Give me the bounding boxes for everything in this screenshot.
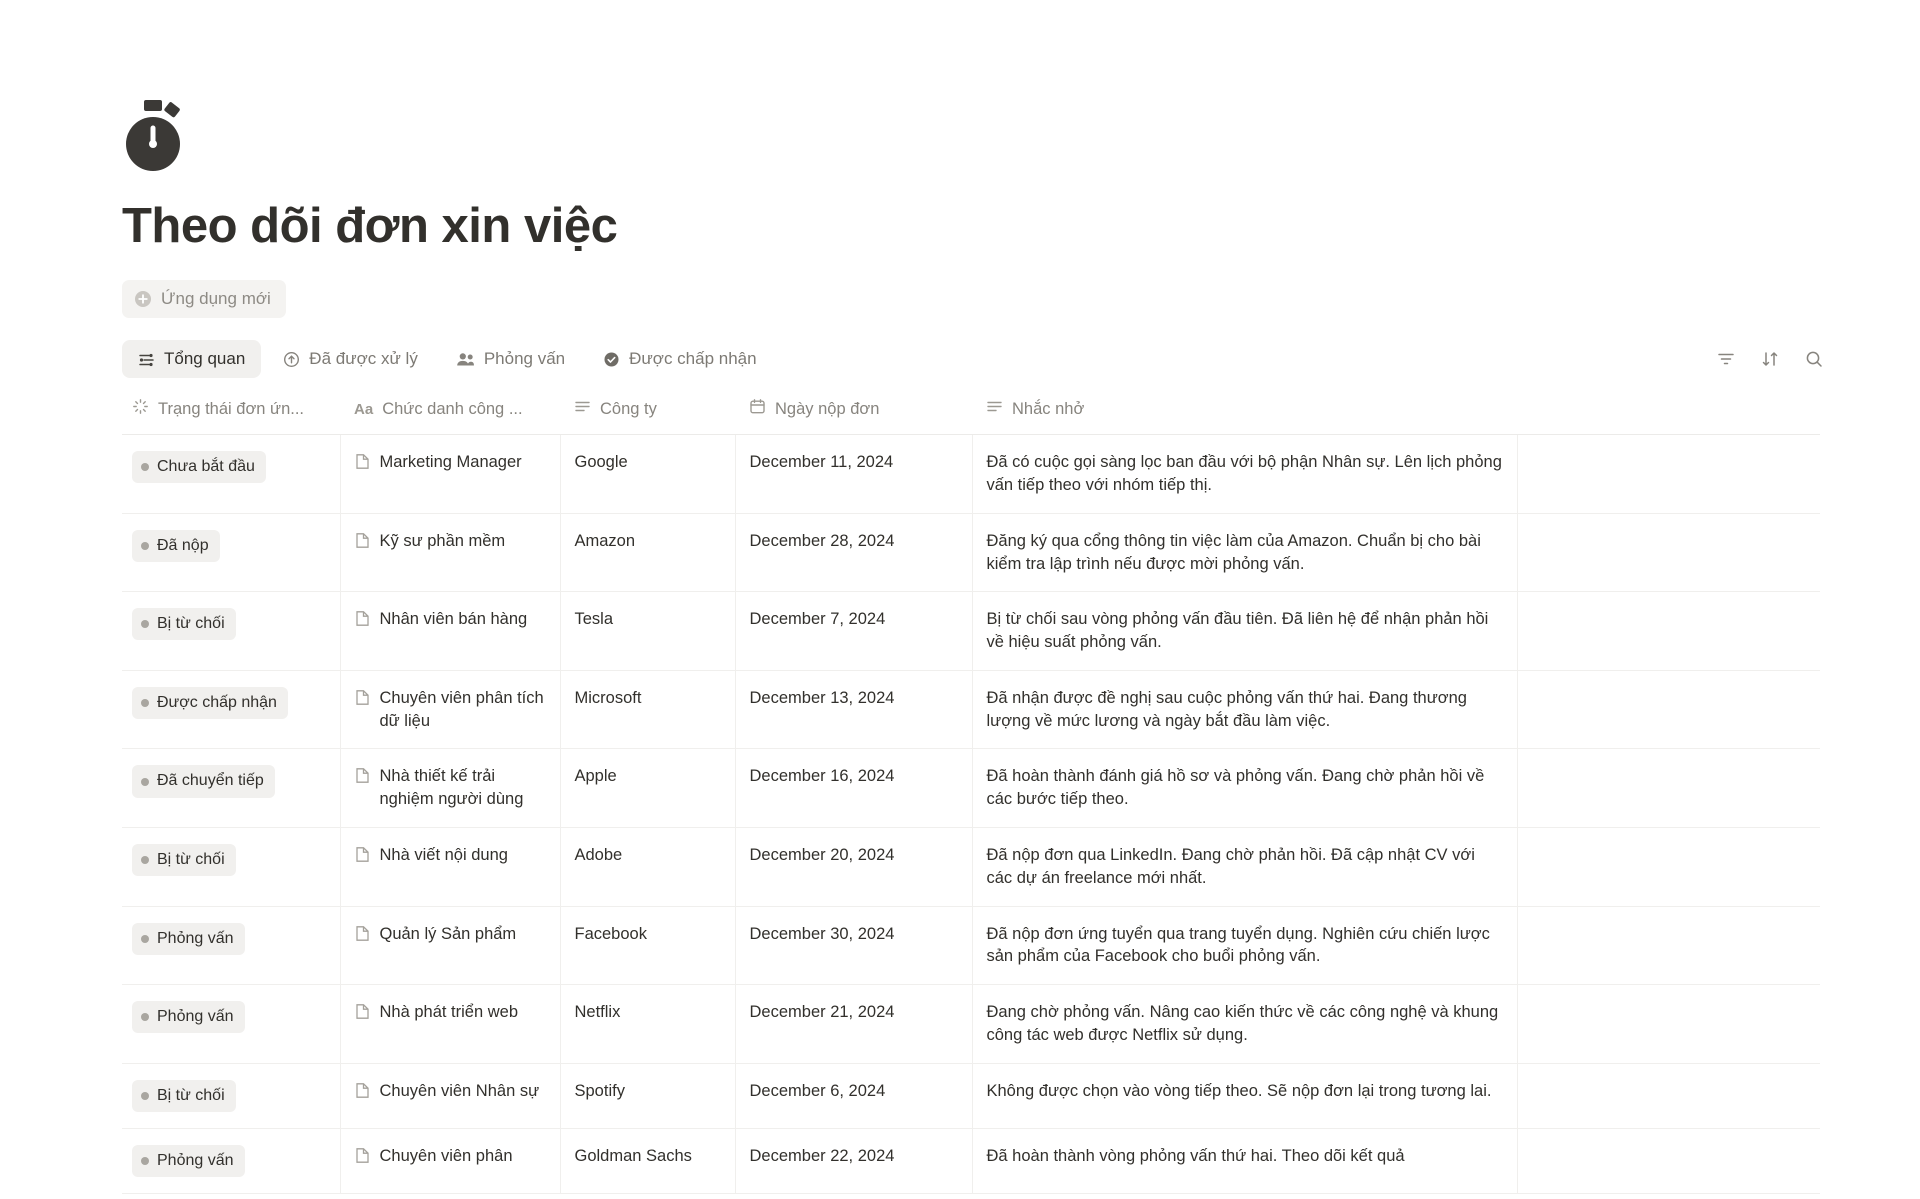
cell-date[interactable]: December 21, 2024 [735, 985, 972, 1064]
tab-da-duoc-xu-ly[interactable] [267, 340, 434, 378]
column-header-status[interactable] [122, 390, 340, 435]
status-dot [141, 1092, 149, 1100]
status-dot [141, 856, 149, 864]
cell-status[interactable] [122, 1063, 340, 1128]
cell-extra[interactable] [1517, 906, 1820, 985]
tab-actions [1715, 348, 1825, 370]
document-icon [355, 453, 370, 477]
document-icon [355, 1147, 370, 1171]
table-header-row [122, 390, 1820, 435]
cell-company[interactable]: Adobe [560, 828, 735, 907]
status-dot [141, 542, 149, 550]
cell-title[interactable] [340, 749, 560, 828]
filter-icon[interactable] [1715, 348, 1737, 370]
lines-icon [574, 398, 591, 420]
document-icon [355, 1082, 370, 1106]
cell-company[interactable]: Amazon [560, 513, 735, 592]
cell-company[interactable]: Facebook [560, 906, 735, 985]
tab-label: Phỏng vấn [483, 349, 566, 369]
tab-bar [122, 340, 1920, 378]
status-badge [132, 765, 275, 797]
document-icon [355, 610, 370, 634]
status-label: Đã chuyển tiếp [157, 772, 264, 790]
table-row[interactable] [122, 670, 1820, 749]
column-label: Chức danh công ... [382, 399, 523, 418]
status-icon [132, 398, 149, 420]
status-label: Bị từ chối [157, 615, 225, 633]
status-dot [141, 1013, 149, 1021]
cell-date[interactable]: December 28, 2024 [735, 513, 972, 592]
cell-date[interactable]: December 20, 2024 [735, 828, 972, 907]
cell-note[interactable]: Đang chờ phỏng vấn. Nâng cao kiến thức về các công nghệ và khung công tác web được Netflix sử dụng. [972, 985, 1517, 1064]
column-label: Trạng thái đơn ứn... [158, 399, 304, 418]
calendar-icon [749, 398, 766, 420]
tab-phong-van[interactable] [440, 340, 581, 378]
cell-date[interactable]: December 6, 2024 [735, 1063, 972, 1128]
cell-company[interactable]: Apple [560, 749, 735, 828]
cell-extra[interactable] [1517, 749, 1820, 828]
cell-company[interactable]: Google [560, 435, 735, 514]
title-text: Nhà phát triển web [379, 1003, 519, 1022]
document-icon [355, 846, 370, 870]
cell-date[interactable]: December 16, 2024 [735, 749, 972, 828]
status-badge [132, 687, 288, 719]
cell-extra[interactable] [1517, 435, 1820, 514]
cell-status[interactable] [122, 592, 340, 671]
cell-extra[interactable] [1517, 985, 1820, 1064]
document-icon [355, 767, 370, 791]
status-dot [141, 699, 149, 707]
cell-extra[interactable] [1517, 670, 1820, 749]
cell-status[interactable] [122, 828, 340, 907]
status-badge [132, 451, 266, 483]
status-dot [141, 935, 149, 943]
cell-note[interactable]: Đã nhận được đề nghị sau cuộc phỏng vấn thứ hai. Đang thương lượng về mức lương và ngày bắt đầu làm việc. [972, 670, 1517, 749]
cell-company[interactable]: Netflix [560, 985, 735, 1064]
table-row[interactable] [122, 749, 1820, 828]
status-label: Bị từ chối [157, 1086, 225, 1104]
cell-company[interactable]: Tesla [560, 592, 735, 671]
status-label: Phỏng vấn [157, 929, 234, 947]
sort-icon[interactable] [1759, 348, 1781, 370]
cell-extra[interactable] [1517, 1063, 1820, 1128]
title-text: Nhà viết nội dung [379, 846, 508, 864]
table-row[interactable] [122, 906, 1820, 985]
table-row[interactable] [122, 1063, 1820, 1128]
cell-status[interactable] [122, 906, 340, 985]
document-icon [355, 532, 370, 556]
cell-status[interactable] [122, 435, 340, 514]
status-dot [141, 463, 149, 471]
cell-title[interactable] [340, 670, 560, 749]
column-header-company[interactable] [560, 390, 735, 435]
status-badge [132, 530, 220, 562]
status-label: Đã nộp [157, 536, 209, 554]
plus-circle-icon [134, 290, 152, 308]
cell-company[interactable]: Spotify [560, 1063, 735, 1128]
title-text: Chuyên viên phân tích dữ liệu [379, 688, 544, 730]
status-badge [132, 1080, 236, 1112]
cell-note[interactable]: Đã có cuộc gọi sàng lọc ban đầu với bộ phận Nhân sự. Lên lịch phỏng vấn tiếp theo với nhóm tiếp thị. [972, 435, 1517, 514]
cell-status[interactable] [122, 670, 340, 749]
cell-note[interactable]: Đã nộp đơn qua LinkedIn. Đang chờ phản hồi. Đã cập nhật CV với các dự án freelance mới nhất. [972, 828, 1517, 907]
status-badge [132, 1145, 245, 1177]
column-header-title[interactable] [340, 390, 560, 435]
cell-title[interactable] [340, 435, 560, 514]
cell-title[interactable] [340, 985, 560, 1064]
cell-date[interactable]: December 7, 2024 [735, 592, 972, 671]
title-text: Marketing Manager [379, 453, 522, 472]
cell-status[interactable] [122, 985, 340, 1064]
cell-extra[interactable] [1517, 828, 1820, 907]
cell-note[interactable]: Đã hoàn thành vòng phỏng vấn thứ hai. Theo dõi kết quả [972, 1128, 1517, 1193]
status-badge [132, 608, 236, 640]
cell-extra[interactable] [1517, 592, 1820, 671]
cell-title[interactable] [340, 1128, 560, 1193]
cell-company[interactable]: Microsoft [560, 670, 735, 749]
tab-label: Đã được xử lý [309, 349, 418, 369]
status-label: Bị từ chối [157, 851, 225, 868]
applications-table [122, 390, 1820, 1193]
cell-note[interactable]: Đăng ký qua cổng thông tin việc làm của Amazon. Chuẩn bị cho bài kiểm tra lập trình nếu được mời phỏng vấn. [972, 513, 1517, 592]
check-circle-icon [603, 351, 620, 368]
upload-circle-icon [283, 351, 300, 368]
page-title: Theo dõi đơn xin việc [122, 199, 618, 253]
status-badge [132, 1001, 245, 1033]
cell-title[interactable] [340, 513, 560, 592]
cell-date[interactable]: December 13, 2024 [735, 670, 972, 749]
overview-icon [138, 351, 155, 368]
cell-extra[interactable] [1517, 1128, 1820, 1193]
column-label: Công ty [600, 399, 657, 418]
title-text: Chuyên viên Nhân sự [379, 1081, 540, 1100]
text-aa-icon: Aa [354, 400, 374, 418]
new-app-button[interactable] [122, 280, 286, 318]
column-header-extra[interactable] [1517, 390, 1820, 435]
cell-title[interactable] [340, 828, 560, 907]
stopwatch-icon [122, 100, 200, 172]
cell-title[interactable] [340, 1063, 560, 1128]
column-header-reminder[interactable] [972, 390, 1517, 435]
tab-tong-quan[interactable] [122, 340, 261, 378]
cell-note[interactable]: Bị từ chối sau vòng phỏng vấn đầu tiên. Đã liên hệ để nhận phản hồi về hiệu suất phỏng vấn. [972, 592, 1517, 671]
cell-company[interactable]: Goldman Sachs [560, 1128, 735, 1193]
status-label: Phỏng vấn [157, 1151, 234, 1169]
lines-icon [986, 398, 1003, 420]
tab-label: Được chấp nhận [629, 349, 757, 369]
table-row[interactable] [122, 985, 1820, 1064]
cell-title[interactable] [340, 592, 560, 671]
cell-title[interactable] [340, 906, 560, 985]
status-label: Chưa bắt đầu [157, 458, 255, 476]
title-text: Kỹ sư phần mềm [379, 531, 506, 550]
cell-status[interactable] [122, 1128, 340, 1193]
column-header-date[interactable] [735, 390, 972, 435]
status-dot [141, 620, 149, 628]
table-row[interactable] [122, 828, 1820, 907]
cell-note[interactable]: Đã hoàn thành đánh giá hồ sơ và phỏng vấn. Đang chờ phản hồi về các bước tiếp theo. [972, 749, 1517, 828]
table-body [122, 435, 1820, 1193]
table-row[interactable] [122, 435, 1820, 514]
status-label: Được chấp nhận [157, 693, 277, 711]
title-text: Quản lý Sản phẩm [379, 924, 517, 943]
people-icon [456, 351, 475, 368]
search-icon[interactable] [1803, 348, 1825, 370]
tab-label: Tổng quan [164, 349, 246, 369]
table-row[interactable] [122, 513, 1820, 592]
title-text: Nhà thiết kế trải nghiệm người dùng [379, 767, 524, 809]
status-dot [141, 778, 149, 786]
status-badge [132, 844, 236, 876]
column-label: Nhắc nhở [1012, 399, 1085, 418]
cell-status[interactable] [122, 513, 340, 592]
document-icon [355, 1003, 370, 1027]
cell-note[interactable]: Không được chọn vào vòng tiếp theo. Sẽ nộp đơn lại trong tương lai. [972, 1063, 1517, 1128]
status-label: Phỏng vấn [157, 1008, 234, 1026]
document-icon [355, 925, 370, 949]
title-text: Chuyên viên phân [379, 1146, 513, 1165]
cell-extra[interactable] [1517, 513, 1820, 592]
cell-status[interactable] [122, 749, 340, 828]
cell-date[interactable]: December 11, 2024 [735, 435, 972, 514]
table-row[interactable] [122, 1128, 1820, 1193]
cell-note[interactable]: Đã nộp đơn ứng tuyển qua trang tuyển dụng. Nghiên cứu chiến lược sản phẩm của Facebook cho buổi phỏng vấn. [972, 906, 1517, 985]
new-app-label: Ứng dụng mới [161, 289, 271, 309]
column-label: Ngày nộp đơn [775, 399, 880, 418]
document-icon [355, 689, 370, 713]
status-dot [141, 1157, 149, 1165]
tab-duoc-chap-nhan[interactable] [587, 340, 772, 378]
table-row[interactable] [122, 592, 1820, 671]
cell-date[interactable]: December 30, 2024 [735, 906, 972, 985]
status-badge [132, 923, 245, 955]
new-app-row [122, 280, 1920, 318]
title-text: Nhân viên bán hàng [379, 610, 528, 629]
cell-date[interactable]: December 22, 2024 [735, 1128, 972, 1193]
